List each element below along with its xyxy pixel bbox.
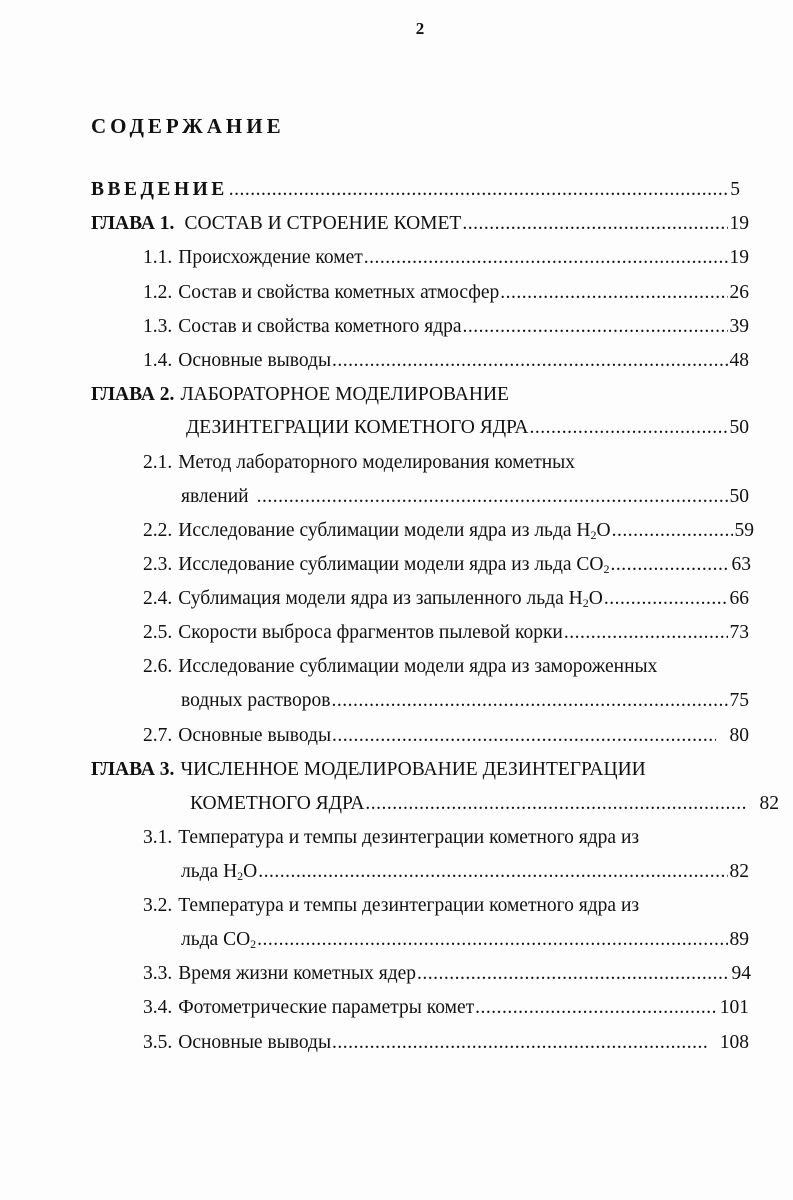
toc-entry-chapter-2-line1 (91, 383, 509, 407)
section-number: 2.5. (143, 622, 173, 643)
toc-entry-2-1 (181, 485, 749, 509)
entry-title: Температура и темпы дезинтеграции кометного ядра из (178, 827, 640, 848)
entry-title: Фотометрические параметры комет (178, 997, 475, 1018)
toc-entry-1-4 (143, 349, 749, 373)
toc-entry-2-1-line1 (143, 451, 575, 475)
entry-title: Основные выводы (178, 350, 332, 371)
title-text-end: O (243, 861, 258, 882)
leader-dots (610, 553, 729, 577)
leader-dots (612, 519, 733, 543)
entry-page: 101 (719, 997, 749, 1018)
entry-page: 66 (729, 588, 749, 609)
entry-title: Температура и темпы дезинтеграции кометного ядра из (178, 895, 640, 916)
entry-title-cont: водных растворов (181, 690, 331, 711)
leader-dots (475, 996, 718, 1020)
entry-page: 89 (729, 929, 749, 950)
leader-dots (365, 792, 747, 816)
section-number: 3.4. (143, 997, 173, 1018)
entry-title: Основные выводы (178, 725, 332, 746)
entry-title (178, 519, 610, 543)
leader-dots (417, 962, 729, 986)
section-number: 1.4. (143, 350, 173, 371)
entry-title: Скорости выброса фрагментов пылевой корки (178, 622, 563, 643)
leader-dots (332, 1031, 708, 1055)
title-text-end: O (588, 588, 603, 609)
leader-dots (332, 349, 727, 373)
entry-title: Основные выводы (178, 1032, 332, 1053)
leader-dots (332, 724, 715, 748)
entry-title: Исследование сублимации модели ядра из замороженных (178, 656, 658, 677)
title-text: Исследование сублимации модели ядра из льда CO (178, 554, 604, 575)
section-number: 3.2. (143, 895, 173, 916)
entry-page: 19 (729, 247, 749, 268)
entry-title (178, 587, 603, 611)
toc-entry-chapter-1 (91, 212, 749, 236)
toc-entry-chapter-3 (190, 792, 779, 816)
entry-title: Состав и свойства кометных атмосфер (178, 282, 500, 303)
toc-entry-2-6 (181, 689, 749, 713)
section-number: 3.1. (143, 827, 173, 848)
section-number: 1.2. (143, 282, 173, 303)
leader-dots (364, 246, 728, 270)
toc-entry-3-5 (143, 1031, 749, 1055)
entry-title: Метод лабораторного моделирования кометных (178, 452, 576, 473)
entry-title: Состав и свойства кометного ядра (178, 316, 462, 337)
subscript: 2 (250, 937, 257, 951)
leader-dots (258, 860, 727, 884)
entry-title-cont (181, 928, 256, 952)
section-number: 2.4. (143, 588, 173, 609)
entry-page: 82 (729, 861, 749, 882)
entry-page: 63 (731, 554, 751, 575)
chapter-label: ГЛАВА 1. (91, 213, 175, 234)
entry-page: 19 (729, 213, 749, 234)
toc-entry-3-1 (181, 860, 749, 884)
section-number: 2.6. (143, 656, 173, 677)
toc-entry-3-2-line1 (143, 894, 639, 918)
entry-page: 59 (734, 520, 754, 541)
title-text-end: O (596, 520, 611, 541)
entry-title-cont: КОМЕТНОГО ЯДРА (190, 793, 365, 814)
toc-title: СОДЕРЖАНИЕ (91, 114, 285, 138)
section-number: 2.3. (143, 554, 173, 575)
entry-page: 39 (729, 316, 749, 337)
entry-title (178, 553, 609, 577)
leader-dots (500, 281, 727, 305)
leader-dots (331, 689, 727, 713)
entry-title: ЧИСЛЕННОЕ МОДЕЛИРОВАНИЕ ДЕЗИНТЕГРАЦИИ (180, 759, 646, 780)
toc-entry-chapter-2 (186, 416, 749, 440)
entry-page: 80 (729, 725, 749, 746)
leader-dots (463, 315, 728, 339)
toc-entry-3-1-line1 (143, 826, 639, 850)
chapter-label: ГЛАВА 2. (91, 384, 175, 405)
subscript: 2 (237, 869, 244, 883)
entry-page: 75 (729, 690, 749, 711)
toc-entry-2-5 (143, 621, 749, 645)
entry-title-cont: явлений (181, 486, 249, 507)
section-number: 3.3. (143, 963, 173, 984)
title-text: Сублимация модели ядра из запыленного льда H (178, 588, 583, 609)
toc-entry-3-3 (143, 962, 751, 986)
leader-dots (229, 178, 728, 202)
subscript: 2 (590, 528, 597, 542)
section-number: 2.7. (143, 725, 173, 746)
entry-title: ЛАБОРАТОРНОЕ МОДЕЛИРОВАНИЕ (180, 384, 509, 405)
toc-entry-3-4 (143, 996, 749, 1020)
leader-dots (257, 485, 728, 509)
toc-entry-3-2 (181, 928, 749, 952)
entry-page: 48 (729, 350, 749, 371)
section-number: 2.2. (143, 520, 173, 541)
page-number: 2 (415, 19, 425, 38)
toc-entry-chapter-3-line1 (91, 758, 646, 782)
subscript: 2 (582, 596, 589, 610)
title-text: Исследование сублимации модели ядра из льда H (178, 520, 591, 541)
entry-title: СОСТАВ И СТРОЕНИЕ КОМЕТ (184, 213, 462, 234)
entry-title-cont (181, 860, 257, 884)
entry-title-cont: ДЕЗИНТЕГРАЦИИ КОМЕТНОГО ЯДРА (186, 417, 529, 438)
leader-dots (462, 212, 727, 236)
entry-page: 82 (759, 793, 779, 814)
toc-entry-2-2 (143, 519, 754, 543)
entry-title: Происхождение комет (178, 247, 363, 268)
entry-page: 73 (729, 622, 749, 643)
toc-entry-2-6-line1 (143, 655, 657, 679)
toc-entry-2-3 (143, 553, 751, 577)
entry-title: Время жизни кометных ядер (178, 963, 417, 984)
leader-dots (604, 587, 728, 611)
toc-entry-1-1 (143, 246, 749, 270)
entry-page: 108 (719, 1032, 749, 1053)
toc-entry-2-7 (143, 724, 749, 748)
section-number: 3.5. (143, 1032, 173, 1053)
section-number: 2.1. (143, 452, 173, 473)
leader-dots (564, 621, 728, 645)
leader-dots (257, 928, 727, 952)
toc-entry-1-3 (143, 315, 749, 339)
entry-page: 50 (729, 486, 749, 507)
entry-page: 50 (729, 417, 749, 438)
title-text: льда CO (181, 929, 251, 950)
entry-page: 94 (731, 963, 751, 984)
subscript: 2 (603, 562, 610, 576)
toc-entry-1-2 (143, 281, 749, 305)
section-number: 1.1. (143, 247, 173, 268)
entry-page: 26 (729, 282, 749, 303)
toc-entry-2-4 (143, 587, 749, 611)
entry-page: 5 (730, 179, 740, 200)
section-number: 1.3. (143, 316, 173, 337)
leader-dots (529, 416, 727, 440)
toc-entry-intro (91, 178, 740, 202)
title-text: льда H (181, 861, 238, 882)
entry-title: ВВЕДЕНИЕ (91, 179, 228, 200)
chapter-label: ГЛАВА 3. (91, 759, 175, 780)
